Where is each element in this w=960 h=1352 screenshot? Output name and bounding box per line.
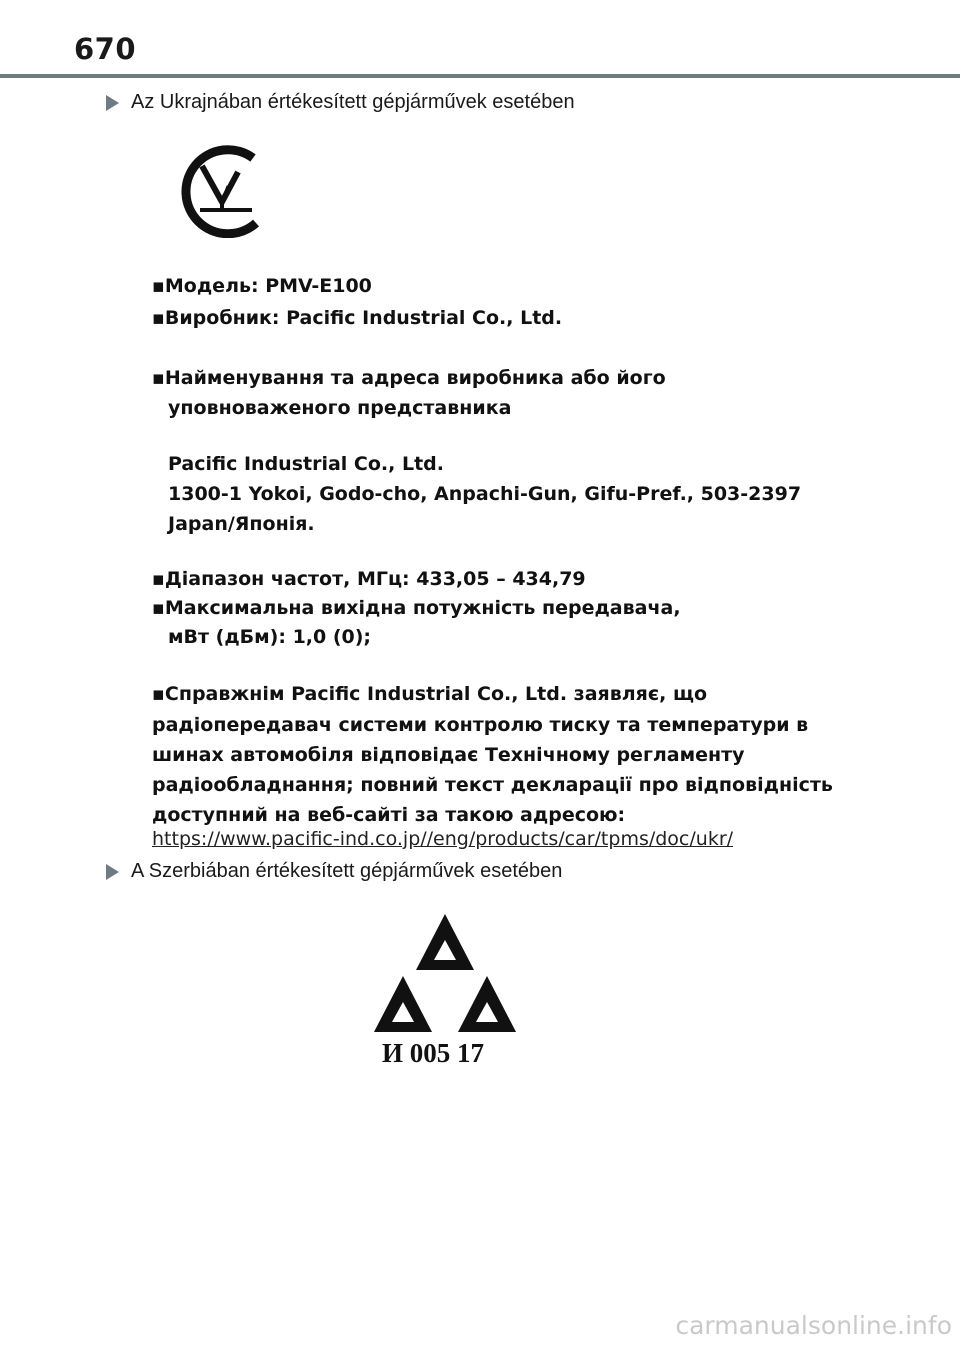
label-line-model: ▪Модель: PMV-E100: [152, 275, 372, 297]
arrow-bullet-icon: [106, 864, 119, 880]
approval-number: И 005 17: [382, 1038, 485, 1068]
label-line-declaration-4: радіообладнання; повний текст декларації про відповідність: [152, 774, 833, 796]
label-line-declaration-1: ▪Справжнім Pacific Industrial Co., Ltd. заявляє, що: [152, 683, 708, 705]
label-line-declaration-5: доступний на веб-сайті за такою адресою:: [152, 804, 626, 826]
watermark: carmanualsonline.info: [675, 1311, 952, 1340]
label-line-manufacturer: ▪Виробник: Pacific Industrial Co., Ltd.: [152, 307, 563, 329]
ukraine-label-image: [138, 128, 833, 858]
label-line-power: ▪Максимальна вихідна потужність передавача,: [152, 597, 681, 619]
label-line-declaration-2: радіопередавач системи контролю тиску та температури в: [152, 714, 809, 736]
page-number: 670: [74, 32, 137, 66]
section-heading-serbia: [106, 860, 562, 883]
section-heading-ukraine: [106, 91, 575, 114]
label-line-name-address: ▪Найменування та адреса виробника або його: [152, 367, 666, 389]
label-line-frequency: ▪Діапазон частот, МГц: 433,05 – 434,79: [152, 568, 586, 590]
ukraine-conformity-mark-icon: [168, 138, 268, 238]
label-line-country: Japan/Японія.: [168, 513, 315, 535]
label-line-declaration-3: шинах автомобіля відповідає Технічному регламенту: [152, 744, 745, 766]
section-heading-text: Az Ukrajnában értékesített gépjárművek esetében: [131, 91, 575, 113]
label-line-power-value: мВт (дБм): 1,0 (0);: [168, 626, 372, 648]
serbia-label-image: [370, 910, 520, 1070]
label-line-company: Pacific Industrial Co., Ltd.: [168, 453, 444, 475]
declaration-url-link[interactable]: https://www.pacific-ind.co.jp//eng/products/car/tpms/doc/ukr/: [152, 828, 734, 850]
arrow-bullet-icon: [106, 95, 119, 111]
serbia-triple-triangle-mark-icon: [370, 910, 520, 1035]
header-rule: [0, 74, 960, 78]
label-line-representative: уповноваженого представника: [168, 397, 512, 419]
label-line-address: 1300-1 Yokoi, Godo-cho, Anpachi-Gun, Gifu-Pref., 503-2397: [168, 483, 802, 505]
section-heading-text: A Szerbiában értékesített gépjárművek esetében: [131, 860, 563, 882]
